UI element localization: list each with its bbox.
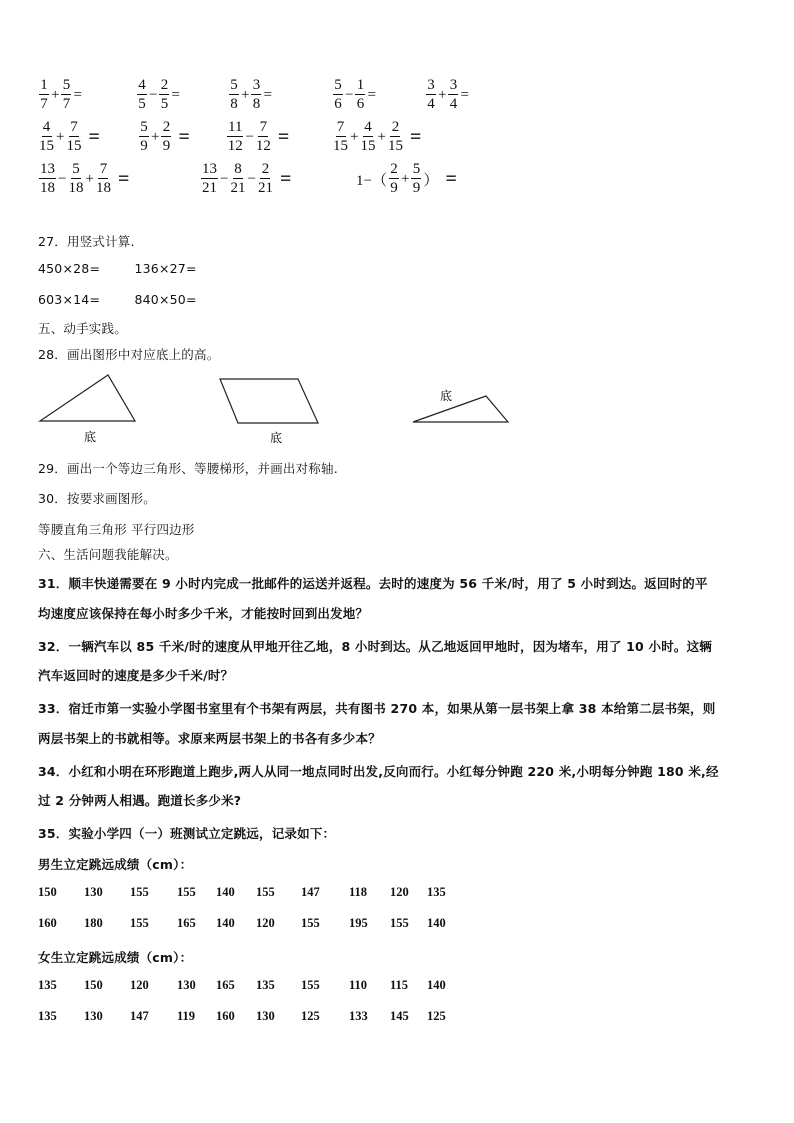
score-value: 140 xyxy=(216,885,235,899)
q33-line-2: 两层书架上的书就相等。求原来两层书架上的书各有多少本？ xyxy=(38,731,381,746)
q31-line-1: 31．顺丰快递需要在 9 小时内完成一批邮件的运送并返程。去时的速度为 56 千米/时，用了 5 小时到达。返回时的平 xyxy=(38,576,708,591)
fraction-expression xyxy=(38,162,130,196)
numerator: 3 xyxy=(449,77,458,93)
operator: + xyxy=(151,128,160,145)
score-value: 119 xyxy=(177,1009,196,1023)
numerator: 5 xyxy=(72,161,80,177)
denominator: 6 xyxy=(334,96,342,112)
boys-title: 男生立定跳远成绩（cm）： xyxy=(38,857,193,872)
parallelogram xyxy=(220,379,318,423)
base-label-1: 底 xyxy=(84,430,97,444)
score-value: 155 xyxy=(130,916,149,930)
numerator: 4 xyxy=(138,77,146,93)
denominator: 4 xyxy=(449,96,458,112)
q31-line-2: 均速度应该保持在每小时多少千米，才能按时回到出发地？ xyxy=(38,606,369,621)
fraction xyxy=(39,78,49,112)
q27-row-2 xyxy=(38,292,197,307)
equals-sign: = xyxy=(263,86,272,103)
denominator: 15 xyxy=(333,138,348,154)
denominator: 15 xyxy=(360,138,376,154)
score-value: 160 xyxy=(216,1009,235,1023)
q27-expr-4: 840×50= xyxy=(134,292,197,307)
fraction xyxy=(355,78,365,112)
fraction-expression xyxy=(228,78,273,112)
q30-items: 等腰直角三角形 平行四边形 xyxy=(38,522,195,537)
denominator: 18 xyxy=(68,180,84,196)
score-value: 165 xyxy=(216,978,235,992)
numerator: 1 xyxy=(40,77,48,93)
numerator: 3 xyxy=(427,77,435,93)
numerator: 2 xyxy=(390,161,398,177)
operator: 1−（ xyxy=(356,172,387,189)
fraction-expression xyxy=(332,120,422,154)
score-value: 155 xyxy=(390,916,409,930)
score-value: 195 xyxy=(349,916,368,930)
numerator: 5 xyxy=(334,77,342,93)
denominator: 7 xyxy=(62,96,71,112)
numerator: 13 xyxy=(202,161,217,177)
q27-expr-3: 603×14= xyxy=(38,292,101,307)
fraction xyxy=(251,78,261,112)
denominator: 5 xyxy=(160,96,169,112)
score-value: 118 xyxy=(349,885,368,899)
fraction-expression xyxy=(226,120,290,154)
operator: + xyxy=(241,86,250,103)
fraction-expression xyxy=(200,162,292,196)
numerator: 11 xyxy=(228,119,243,135)
score-value: 180 xyxy=(84,916,103,930)
numerator: 7 xyxy=(70,119,78,135)
q27-expr-1: 450×28= xyxy=(38,261,101,276)
fraction-expression xyxy=(136,78,181,112)
denominator: 18 xyxy=(95,180,111,196)
score-value: 130 xyxy=(256,1009,275,1023)
fraction xyxy=(227,120,243,154)
score-value: 130 xyxy=(177,978,196,992)
numerator: 5 xyxy=(140,119,148,135)
operator: − xyxy=(58,170,67,187)
denominator: 7 xyxy=(40,96,48,112)
denominator: 9 xyxy=(390,180,398,196)
denominator: 12 xyxy=(227,138,243,154)
numerator: 5 xyxy=(230,77,238,93)
fraction xyxy=(159,78,169,112)
score-value: 150 xyxy=(38,885,57,899)
score-value: 125 xyxy=(427,1009,446,1023)
fraction-expression xyxy=(38,78,83,112)
numerator: 5 xyxy=(412,161,421,177)
operator: − xyxy=(245,128,254,145)
fraction xyxy=(96,162,111,196)
score-value: 135 xyxy=(256,978,275,992)
denominator: 9 xyxy=(140,138,148,154)
score-value: 125 xyxy=(301,1009,320,1023)
fraction xyxy=(137,78,147,112)
denominator: 18 xyxy=(40,180,55,196)
numerator: 2 xyxy=(261,161,270,177)
score-value: 155 xyxy=(130,885,149,899)
fraction xyxy=(39,162,56,196)
score-value: 130 xyxy=(84,885,103,899)
operator: + xyxy=(377,128,386,145)
score-value: 147 xyxy=(301,885,320,899)
q32-line-1: 32．一辆汽车以 85 千米/时的速度从甲地开往乙地，8 小时到达。从乙地返回甲地时，因为堵车，用了 10 小时。这辆 xyxy=(38,639,713,654)
operator: + xyxy=(51,86,60,103)
fraction-expression xyxy=(38,120,101,154)
equals-sign: = xyxy=(445,167,457,190)
denominator: 15 xyxy=(387,138,403,154)
numerator: 7 xyxy=(336,119,345,135)
fraction xyxy=(61,78,71,112)
q29-text: 29．画出一个等边三角形、等腰梯形，并画出对称轴. xyxy=(38,461,338,476)
base-label-3: 底 xyxy=(440,389,453,403)
operator: + xyxy=(400,170,410,187)
q28-title: 28．画出图形中对应底上的高。 xyxy=(38,347,220,362)
numerator: 5 xyxy=(62,77,71,93)
fraction xyxy=(39,120,54,154)
fraction xyxy=(411,162,421,196)
equals-sign: = xyxy=(117,167,130,190)
fraction xyxy=(66,120,81,154)
fraction xyxy=(256,120,271,154)
equals-sign: = xyxy=(73,86,82,103)
score-value: 120 xyxy=(130,978,149,992)
equals-sign: = xyxy=(178,125,190,148)
score-value: 160 xyxy=(38,916,57,930)
score-value: 145 xyxy=(390,1009,409,1023)
numerator: 8 xyxy=(234,161,242,177)
fraction-expression xyxy=(425,78,470,112)
fraction-expression xyxy=(355,162,458,196)
numerator: 4 xyxy=(42,119,51,135)
numerator: 3 xyxy=(252,77,261,93)
numerator: 13 xyxy=(40,161,55,177)
denominator: 21 xyxy=(257,180,273,196)
fraction xyxy=(389,162,399,196)
fraction xyxy=(448,78,458,112)
denominator: 9 xyxy=(412,180,421,196)
numerator: 7 xyxy=(259,119,268,135)
score-value: 115 xyxy=(390,978,409,992)
denominator: 21 xyxy=(202,180,217,196)
numerator: 4 xyxy=(364,119,372,135)
score-value: 155 xyxy=(256,885,275,899)
score-value: 147 xyxy=(130,1009,149,1023)
score-value: 140 xyxy=(427,978,446,992)
score-value: 165 xyxy=(177,916,196,930)
q34-line-1: 34．小红和小明在环形跑道上跑步,两人从同一地点同时出发,反向而行。小红每分钟跑 220 米,小明每分钟跑 180 米,经 xyxy=(38,764,719,779)
q28-figures xyxy=(0,365,794,445)
q35-title: 35．实验小学四（一）班测试立定跳远，记录如下： xyxy=(38,826,336,841)
fraction-expression xyxy=(138,120,191,154)
operator: − xyxy=(345,86,354,103)
fraction xyxy=(426,78,436,112)
score-value: 155 xyxy=(177,885,196,899)
equals-sign: = xyxy=(88,125,100,148)
score-value: 150 xyxy=(84,978,103,992)
section-5-heading: 五、动手实践。 xyxy=(38,321,127,336)
operator: − xyxy=(220,170,229,187)
denominator: 15 xyxy=(66,138,82,154)
numerator: 1 xyxy=(356,77,365,93)
equals-sign: = xyxy=(460,86,469,103)
operator: + xyxy=(350,128,359,145)
fraction xyxy=(360,120,375,154)
q27-title: 27．用竖式计算. xyxy=(38,234,135,249)
score-value: 140 xyxy=(216,916,235,930)
denominator: 9 xyxy=(162,138,171,154)
fraction xyxy=(68,162,83,196)
denominator: 21 xyxy=(230,180,246,196)
score-value: 135 xyxy=(38,978,57,992)
fraction xyxy=(229,78,239,112)
fraction xyxy=(333,120,348,154)
denominator: 4 xyxy=(427,96,435,112)
fraction xyxy=(139,120,149,154)
numerator: 2 xyxy=(160,77,169,93)
denominator: 15 xyxy=(39,138,54,154)
denominator: 8 xyxy=(252,96,261,112)
numerator: 2 xyxy=(391,119,400,135)
q27-row-1 xyxy=(38,261,197,276)
equals-sign: = xyxy=(279,167,292,190)
section-6-heading: 六、生活问题我能解决。 xyxy=(38,547,178,562)
score-value: 120 xyxy=(390,885,409,899)
fraction xyxy=(201,162,218,196)
q33-line-1: 33．宿迁市第一实验小学图书室里有个书架有两层，共有图书 270 本，如果从第一层书架上拿 38 本给第二层书架，则 xyxy=(38,701,716,716)
numerator: 7 xyxy=(99,161,108,177)
operator: + xyxy=(56,128,65,145)
operator: ） xyxy=(423,172,439,189)
operator: + xyxy=(438,86,447,103)
denominator: 12 xyxy=(255,138,271,154)
fraction xyxy=(333,78,343,112)
score-value: 110 xyxy=(349,978,368,992)
denominator: 5 xyxy=(138,96,146,112)
score-value: 120 xyxy=(256,916,275,930)
q30-title: 30．按要求画图形。 xyxy=(38,491,156,506)
fraction xyxy=(161,120,171,154)
equals-sign: = xyxy=(367,86,376,103)
equals-sign: = xyxy=(171,86,180,103)
operator: − xyxy=(149,86,158,103)
triangle-1 xyxy=(40,375,135,421)
q27-expr-2: 136×27= xyxy=(134,261,197,276)
denominator: 8 xyxy=(230,96,238,112)
fraction xyxy=(230,162,245,196)
operator: − xyxy=(247,170,256,187)
numerator: 2 xyxy=(162,119,171,135)
equals-sign: = xyxy=(277,125,290,148)
girls-title: 女生立定跳远成绩（cm）： xyxy=(38,950,193,965)
operator: + xyxy=(85,170,94,187)
base-label-2: 底 xyxy=(270,431,283,445)
score-value: 133 xyxy=(349,1009,368,1023)
score-value: 130 xyxy=(84,1009,103,1023)
score-value: 135 xyxy=(427,885,446,899)
q34-line-2: 过 2 分钟两人相遇。跑道长多少米? xyxy=(38,793,242,808)
score-value: 155 xyxy=(301,916,320,930)
triangle-2 xyxy=(413,396,508,422)
score-value: 135 xyxy=(38,1009,57,1023)
score-value: 140 xyxy=(427,916,446,930)
fraction xyxy=(258,162,273,196)
denominator: 6 xyxy=(356,96,365,112)
fraction xyxy=(388,120,403,154)
fraction-expression xyxy=(332,78,377,112)
q32-line-2: 汽车返回时的速度是多少千米/时？ xyxy=(38,668,234,683)
equals-sign: = xyxy=(409,125,422,148)
score-value: 155 xyxy=(301,978,320,992)
